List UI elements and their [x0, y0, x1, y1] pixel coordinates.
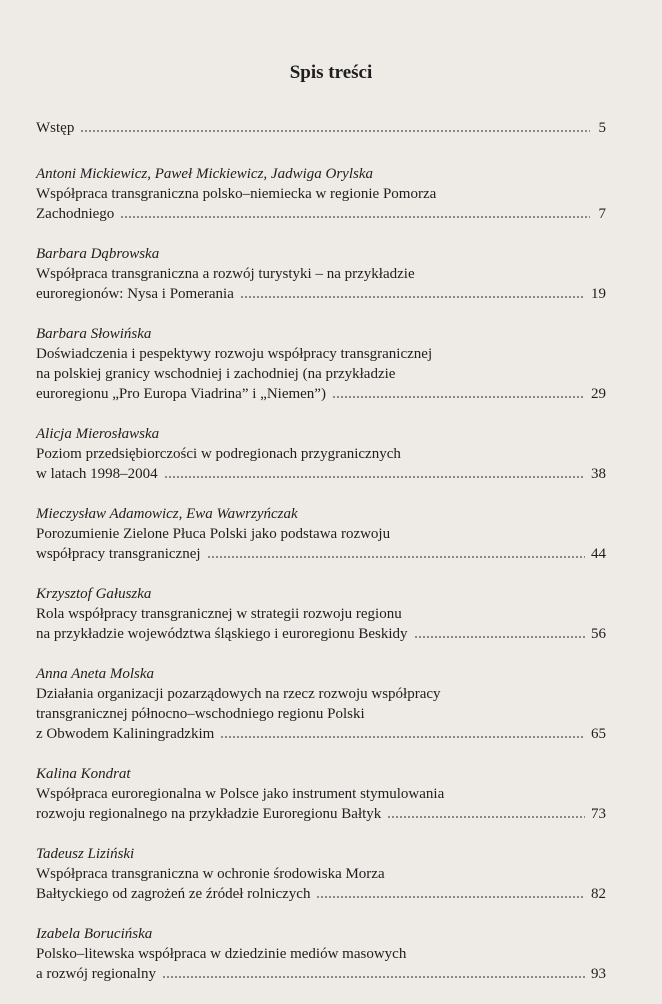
entry-title-line: rozwoju regionalnego na przykładzie Euroregionu Bałtyk [36, 806, 382, 822]
entry-title-line: a rozwój regionalny [36, 966, 156, 982]
toc-entry[interactable] [36, 924, 606, 984]
toc-entry[interactable] [36, 664, 606, 744]
entry-title-line: Współpraca transgraniczna polsko–niemiecka w regionie Pomorza [36, 186, 437, 202]
page-number[interactable]: 73 [591, 806, 606, 822]
entry-title-line: Współpraca transgraniczna a rozwój turystyki – na przykładzie [36, 266, 415, 282]
entry-title-line: euroregionu „Pro Europa Viadrina” i „Niemen”) [36, 386, 326, 402]
page-title: Spis treści [289, 62, 373, 83]
entry-final-line [36, 284, 606, 304]
dot-leader [332, 395, 585, 399]
dot-leader [162, 975, 585, 979]
toc-entry[interactable] [36, 844, 606, 904]
dot-leader [414, 635, 585, 639]
entry-title-line: euroregionów: Nysa i Pomerania [36, 286, 234, 302]
entry-title-line: Rola współpracy transgranicznej w strategii rozwoju regionu [36, 606, 402, 622]
entry-title-line: na polskiej granicy wschodniej i zachodniej (na przykładzie [36, 366, 396, 382]
table-of-contents [36, 118, 606, 1004]
entry-final-line [36, 204, 606, 224]
toc-entry[interactable] [36, 764, 606, 824]
page-number[interactable]: 65 [591, 726, 606, 742]
entry-title-line: Porozumienie Zielone Płuca Polski jako podstawa rozwoju [36, 526, 391, 542]
entry-final-line [36, 884, 606, 904]
page-number[interactable]: 82 [591, 886, 606, 902]
toc-entry[interactable] [36, 164, 606, 224]
entry-title-line: Współpraca euroregionalna w Polsce jako instrument stymulowania [36, 786, 445, 802]
toc-entry[interactable] [36, 244, 606, 304]
entry-title-line: na przykładzie województwa śląskiego i euroregionu Beskidy [36, 626, 408, 642]
entry-author: Antoni Mickiewicz, Paweł Mickiewicz, Jadwiga Orylska [36, 166, 374, 182]
page-number[interactable]: 44 [591, 546, 606, 562]
toc-entry[interactable] [36, 324, 606, 404]
page-number[interactable]: 19 [591, 286, 606, 302]
dot-leader [207, 555, 585, 559]
page-number[interactable]: 5 [598, 120, 606, 136]
entry-title-line: Współpraca transgraniczna w ochronie środowiska Morza [36, 866, 385, 882]
entry-final-line [36, 964, 606, 984]
entry-author: Izabela Borucińska [36, 926, 153, 942]
entry-author: Kalina Kondrat [36, 766, 131, 782]
entry-title-line: Wstęp [36, 120, 75, 136]
entry-author: Tadeusz Liziński [36, 846, 135, 862]
page-number[interactable]: 29 [591, 386, 606, 402]
entry-author: Krzysztof Gałuszka [36, 586, 152, 602]
entry-title-line: w latach 1998–2004 [36, 466, 158, 482]
entry-final-line [36, 464, 606, 484]
dot-leader [316, 895, 585, 899]
dot-leader [220, 735, 585, 739]
entry-author: Alicja Mierosławska [36, 426, 160, 442]
dot-leader [164, 475, 585, 479]
entry-author: Barbara Dąbrowska [36, 246, 160, 262]
entry-final-line [36, 624, 606, 644]
dot-leader [387, 815, 585, 819]
toc-entry[interactable] [36, 504, 606, 564]
toc-entry[interactable] [36, 424, 606, 484]
dot-leader [240, 295, 585, 299]
toc-entry[interactable] [36, 584, 606, 644]
entry-author: Barbara Słowińska [36, 326, 152, 342]
page-number[interactable]: 7 [598, 206, 606, 222]
entry-final-line [36, 724, 606, 744]
entry-title-line: Doświadczenia i pespektywy rozwoju współpracy transgranicznej [36, 346, 433, 362]
page-number[interactable]: 56 [591, 626, 606, 642]
entry-title-line: współpracy transgranicznej [36, 546, 201, 562]
page-number[interactable]: 93 [591, 966, 606, 982]
entry-title-line: z Obwodem Kaliningradzkim [36, 726, 215, 742]
entry-final-line [36, 804, 606, 824]
entry-title-line: Poziom przedsiębiorczości w podregionach przygranicznych [36, 446, 401, 462]
dot-leader [80, 129, 590, 133]
entry-author: Anna Aneta Molska [36, 666, 155, 682]
toc-entry[interactable] [36, 118, 606, 138]
entry-final-line [36, 118, 606, 138]
entry-final-line [36, 384, 606, 404]
entry-title-line: Działania organizacji pozarządowych na rzecz rozwoju współpracy [36, 686, 441, 702]
entry-final-line [36, 544, 606, 564]
page-number[interactable]: 38 [591, 466, 606, 482]
entry-title-line: transgranicznej północno–wschodniego regionu Polski [36, 706, 365, 722]
entry-author: Mieczysław Adamowicz, Ewa Wawrzyńczak [36, 506, 298, 522]
entry-title-line: Zachodniego [36, 206, 115, 222]
entry-title-line: Bałtyckiego od zagrożeń ze źródeł rolniczych [36, 886, 311, 902]
dot-leader [120, 215, 590, 219]
entry-title-line: Polsko–litewska współpraca w dziedzinie mediów masowych [36, 946, 407, 962]
